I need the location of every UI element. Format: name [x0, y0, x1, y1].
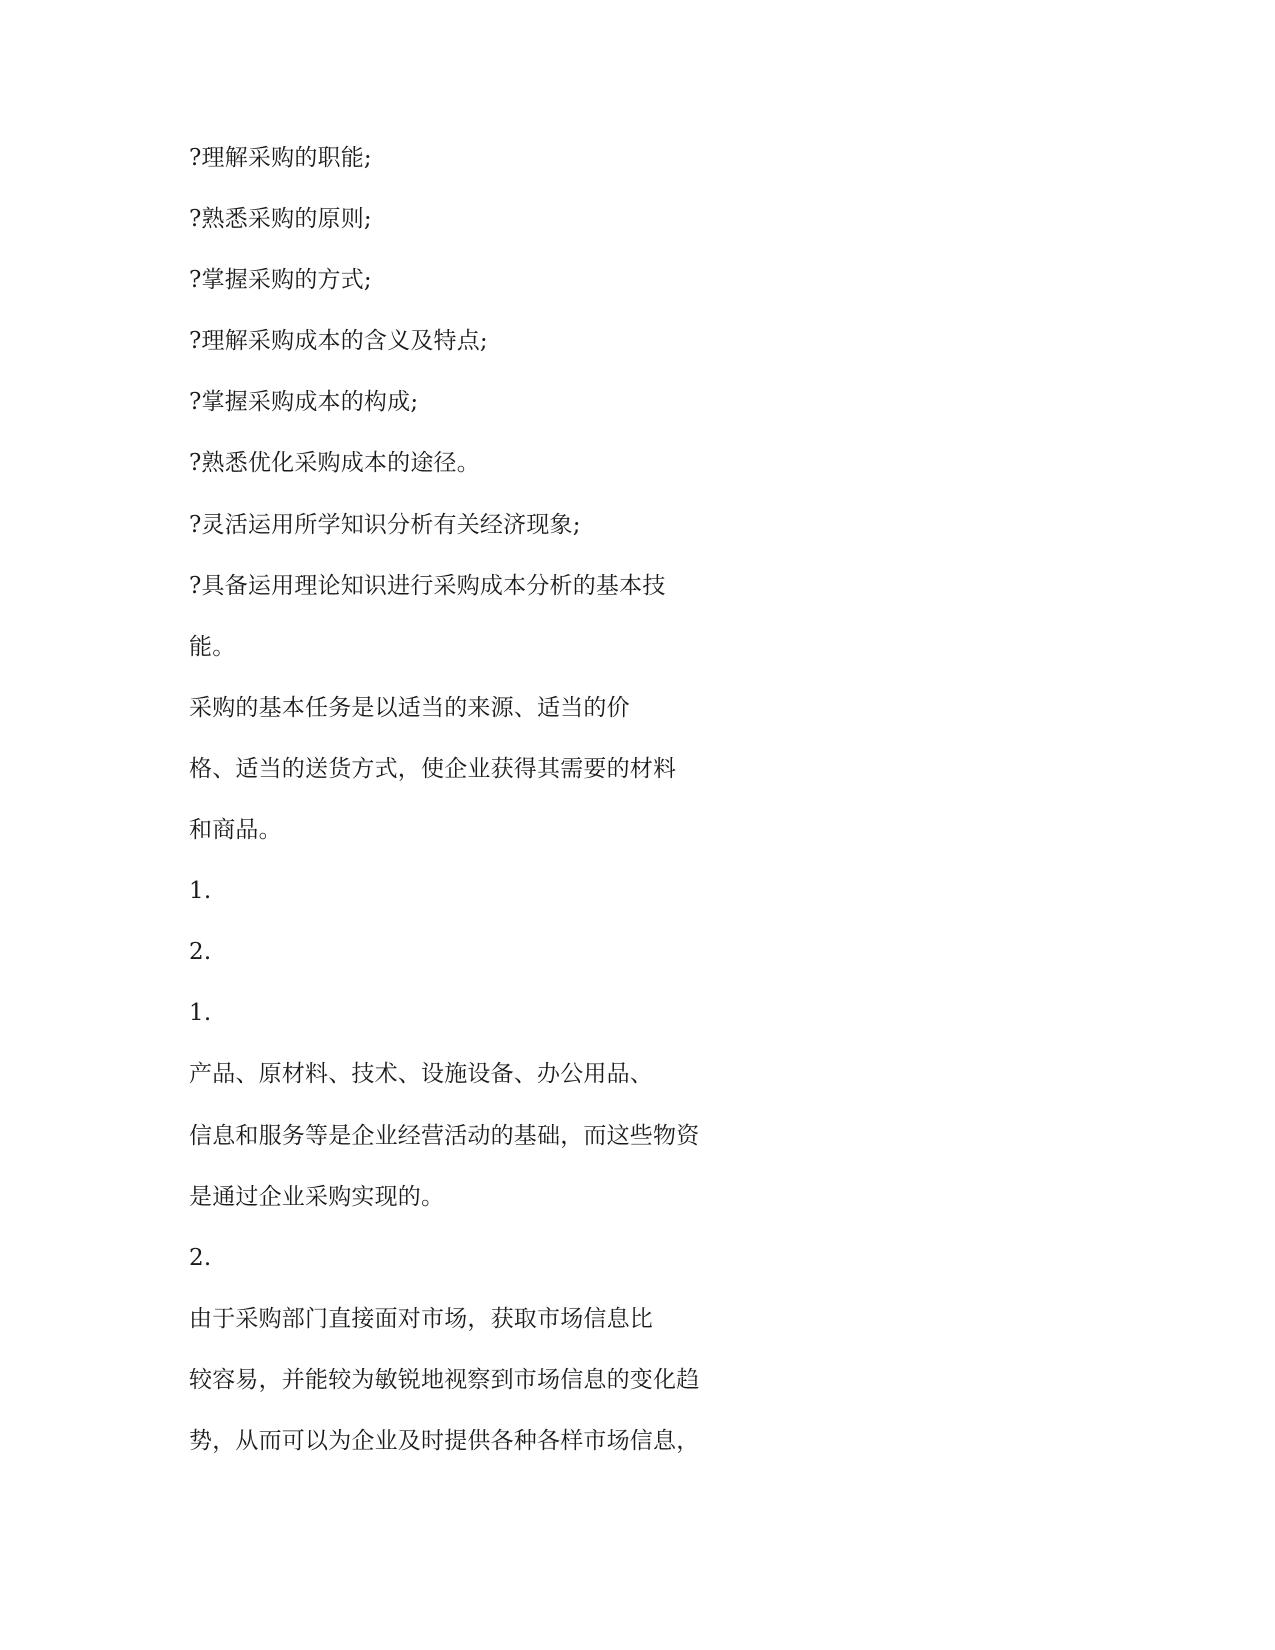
paragraph-line: 产品、原材料、技术、设施设备、办公用品、 [189, 1061, 653, 1088]
objective-line: ?理解采购的职能; [189, 145, 372, 171]
paragraph-line: 较容易，并能较为敏锐地视察到市场信息的变化趋 [189, 1366, 700, 1393]
list-number: 2. [189, 1244, 212, 1271]
paragraph-line: 势，从而可以为企业及时提供各种各样市场信息， [189, 1427, 700, 1454]
objective-line: ?具备运用理论知识进行采购成本分析的基本技 [189, 572, 666, 599]
paragraph-line: 和商品。 [189, 817, 282, 844]
paragraph-line: 由于采购部门直接面对市场，获取市场信息比 [189, 1305, 653, 1332]
paragraph-line: 采购的基本任务是以适当的来源、适当的价 [189, 694, 630, 721]
paragraph-line: 信息和服务等是企业经营活动的基础，而这些物资 [189, 1122, 700, 1149]
paragraph-line: 格、适当的送货方式，使企业获得其需要的材料 [189, 755, 677, 782]
objective-line: ?灵活运用所学知识分析有关经济现象; [189, 511, 581, 538]
list-number: 1. [189, 878, 212, 905]
list-number: 2. [189, 939, 212, 966]
objective-line: ?熟悉采购的原则; [189, 206, 372, 233]
objective-line: ?掌握采购的方式; [189, 267, 372, 294]
objective-line: ?理解采购成本的含义及特点; [189, 328, 488, 355]
objective-line: ?熟悉优化采购成本的途径。 [189, 450, 480, 477]
document-body [189, 143, 789, 1487]
objective-line: ?掌握采购成本的构成; [189, 389, 419, 416]
paragraph-line: 是通过企业采购实现的。 [189, 1183, 445, 1210]
objective-line-continuation: 能。 [189, 633, 236, 660]
list-number: 1. [189, 1000, 212, 1027]
